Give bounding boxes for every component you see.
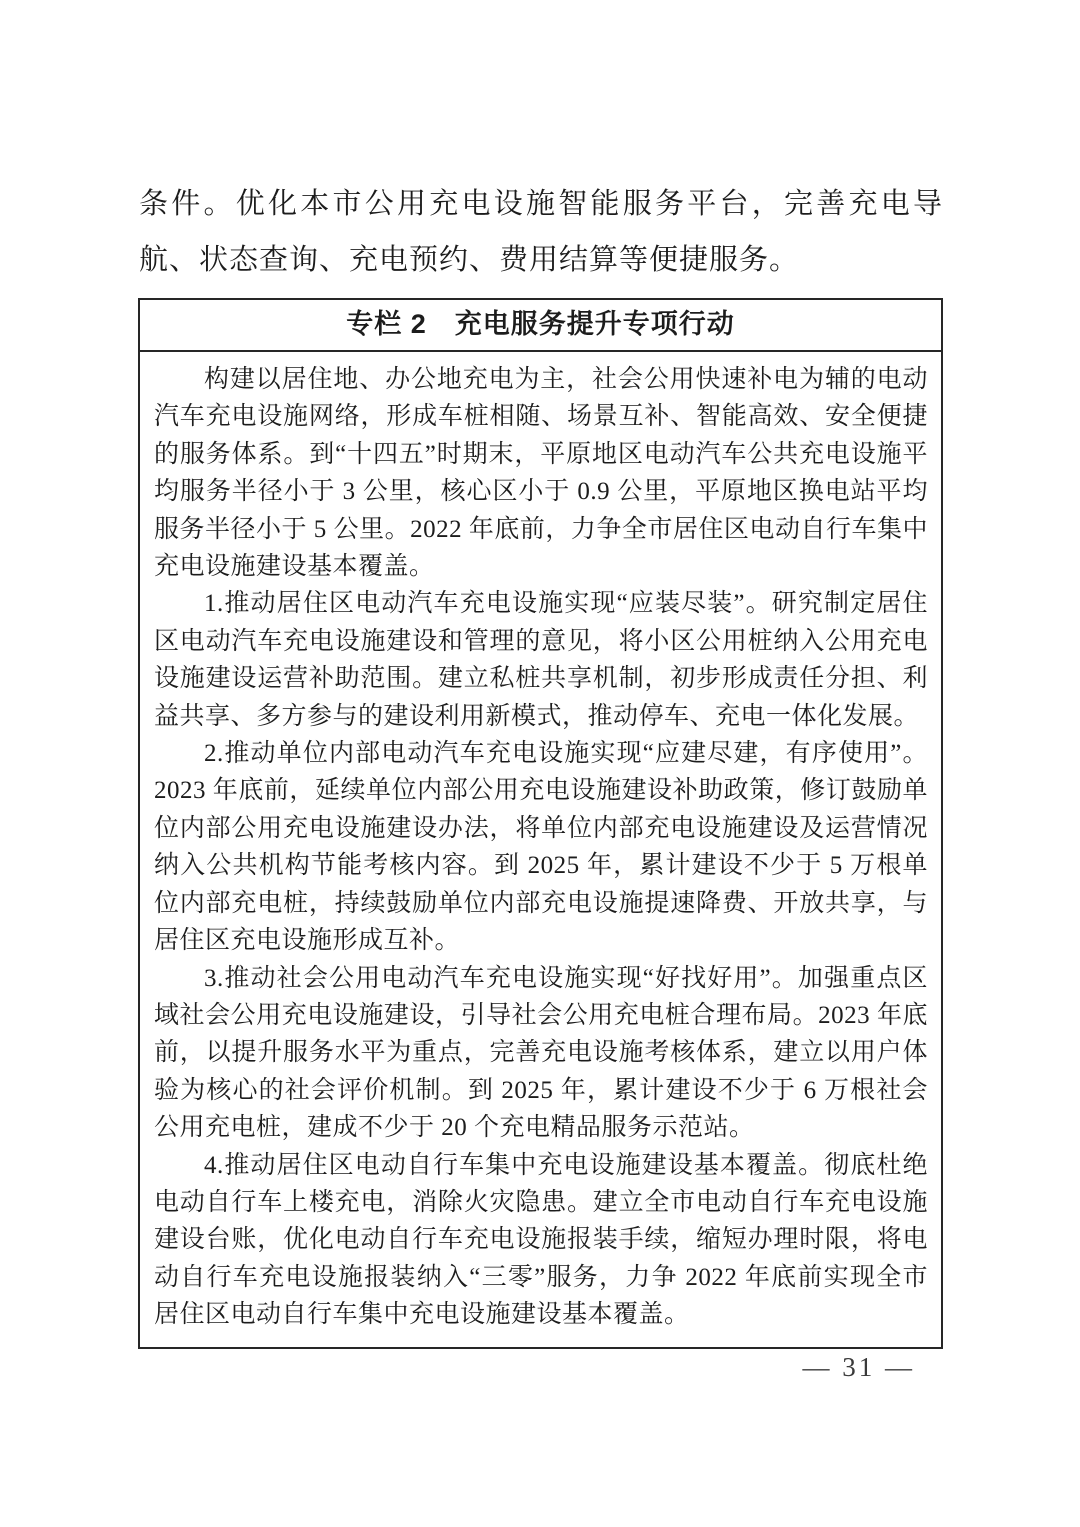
panel-paragraph: 构建以居住地、办公地充电为主，社会公用快速补电为辅的电动汽车充电设施网络，形成车桩相随、场景互补、智能高效、安全便捷的服务体系。到“十四五”时期末，平原地区电动汽车公共充电设施平均服务半径小于 3 公里，核心区小于 0.9 公里，平原地区换电站平均服务半径小于 5 公里。2022 年底前，力争全市居住区电动自行车集中充电设施建设基本覆盖。 xyxy=(154,366,928,581)
page-number: — 31 — xyxy=(802,1352,915,1382)
panel-body xyxy=(140,352,941,1347)
panel-title: 专栏 2 充电服务提升专项行动 xyxy=(140,300,941,352)
panel-paragraph: 1.推动居住区电动汽车充电设施实现“应装尽装”。研究制定居住区电动汽车充电设施建设和管理的意见，将小区公用桩纳入公用充电设施建设运营补助范围。建立私桩共享机制，初步形成责任分担、利益共享、多方参与的建设利用新模式，推动停车、充电一体化发展。 xyxy=(154,590,928,730)
panel-paragraph: 4.推动居住区电动自行车集中充电设施建设基本覆盖。彻底杜绝电动自行车上楼充电，消除火灾隐患。建立全市电动自行车充电设施建设台账，优化电动自行车充电设施报装手续，缩短办理时限，将电动自行车充电设施报装纳入“三零”服务，力争 2022 年底前实现全市居住区电动自行车集中充电设施建设基本覆盖。 xyxy=(154,1151,928,1329)
intro-paragraph: 条件。优化本市公用充电设施智能服务平台，完善充电导航、状态查询、充电预约、费用结算等便捷服务。 xyxy=(139,188,943,276)
special-column-panel xyxy=(138,298,943,1349)
panel-paragraph: 2.推动单位内部电动汽车充电设施实现“应建尽建，有序使用”。2023 年底前，延续单位内部公用充电设施建设补助政策，修订鼓励单位内部公用充电设施建设办法，将单位内部充电设施建设及运营情况纳入公共机构节能考核内容。到 2025 年，累计建设不少于 5 万根单位内部充电桩，持续鼓励单位内部充电设施提速降费、开放共享，与居住区充电设施形成互补。 xyxy=(154,740,928,955)
panel-paragraph: 3.推动社会公用电动汽车充电设施实现“好找好用”。加强重点区域社会公用充电设施建设，引导社会公用充电桩合理布局。2023 年底前，以提升服务水平为重点，完善充电设施考核体系，建立以用户体验为核心的社会评价机制。到 2025 年，累计建设不少于 6 万根社会公用充电桩，建成不少于 20 个充电精品服务示范站。 xyxy=(154,964,928,1142)
